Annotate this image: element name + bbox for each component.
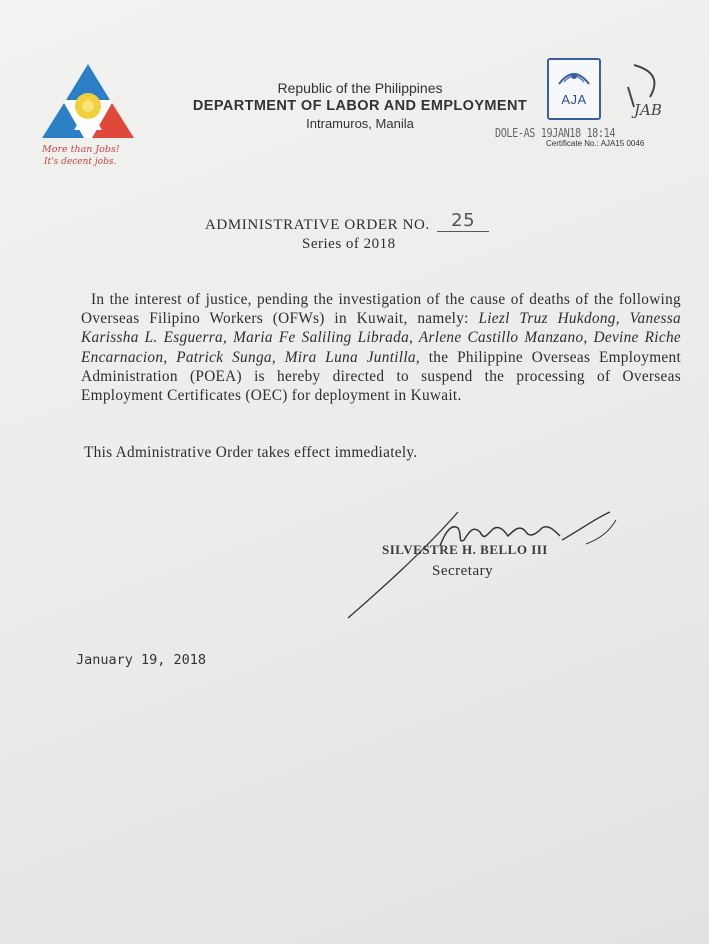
aja-label: AJA [561,92,587,107]
signatory-name: SILVESTRE H. BELLO III [382,542,548,557]
jab-logo [620,63,666,121]
signature-block [340,500,630,630]
body-intro: In the interest of justice, pending the investigation of the cause of deaths of the following Overseas Filipino Workers (OFWs) in Kuwait, namely: [81,291,681,328]
department-address: Intramuros, Manila [306,116,414,131]
republic-label: Republic of the Philippines [277,80,443,96]
slogan-line-2: It's decent jobs. [44,157,117,167]
body-directive: the Philippine Overseas Employment Administration (POEA) is hereby directed to suspend the processing of Overseas Employment Certificates (OEC) for deployment in Kuwait. [81,348,681,405]
order-number: 25 [437,210,489,232]
signatory-title: Secretary [432,563,494,579]
document-date: January 19, 2018 [76,652,207,668]
order-heading [205,210,489,235]
dole-logo [38,62,138,168]
order-body [81,290,681,405]
certificate-number: Certificate No.: AJA15 0046 [546,139,645,148]
department-name: DEPARTMENT OF LABOR AND EMPLOYMENT [192,98,528,114]
received-stamp: DOLE-AS 19JAN18 18:14 [495,126,616,140]
slogan-line-1: More than Jobs! [42,144,120,155]
effectivity-clause: This Administrative Order takes effect immediately. [84,444,418,461]
aja-logo [547,58,601,120]
jab-label: JAB [634,101,662,119]
order-heading-label: ADMINISTRATIVE ORDER NO. [205,217,430,233]
ofw-names: Liezl Truz Hukdong, Vanessa Karissha L. Esguerra, Maria Fe Saliling Librada, Arlene Castillo Manzano, Devine Riche Encarnacion, Patrick Sunga, Mira Luna Juntilla, [81,310,681,366]
letterhead [185,80,535,132]
order-series: Series of 2018 [302,236,396,252]
